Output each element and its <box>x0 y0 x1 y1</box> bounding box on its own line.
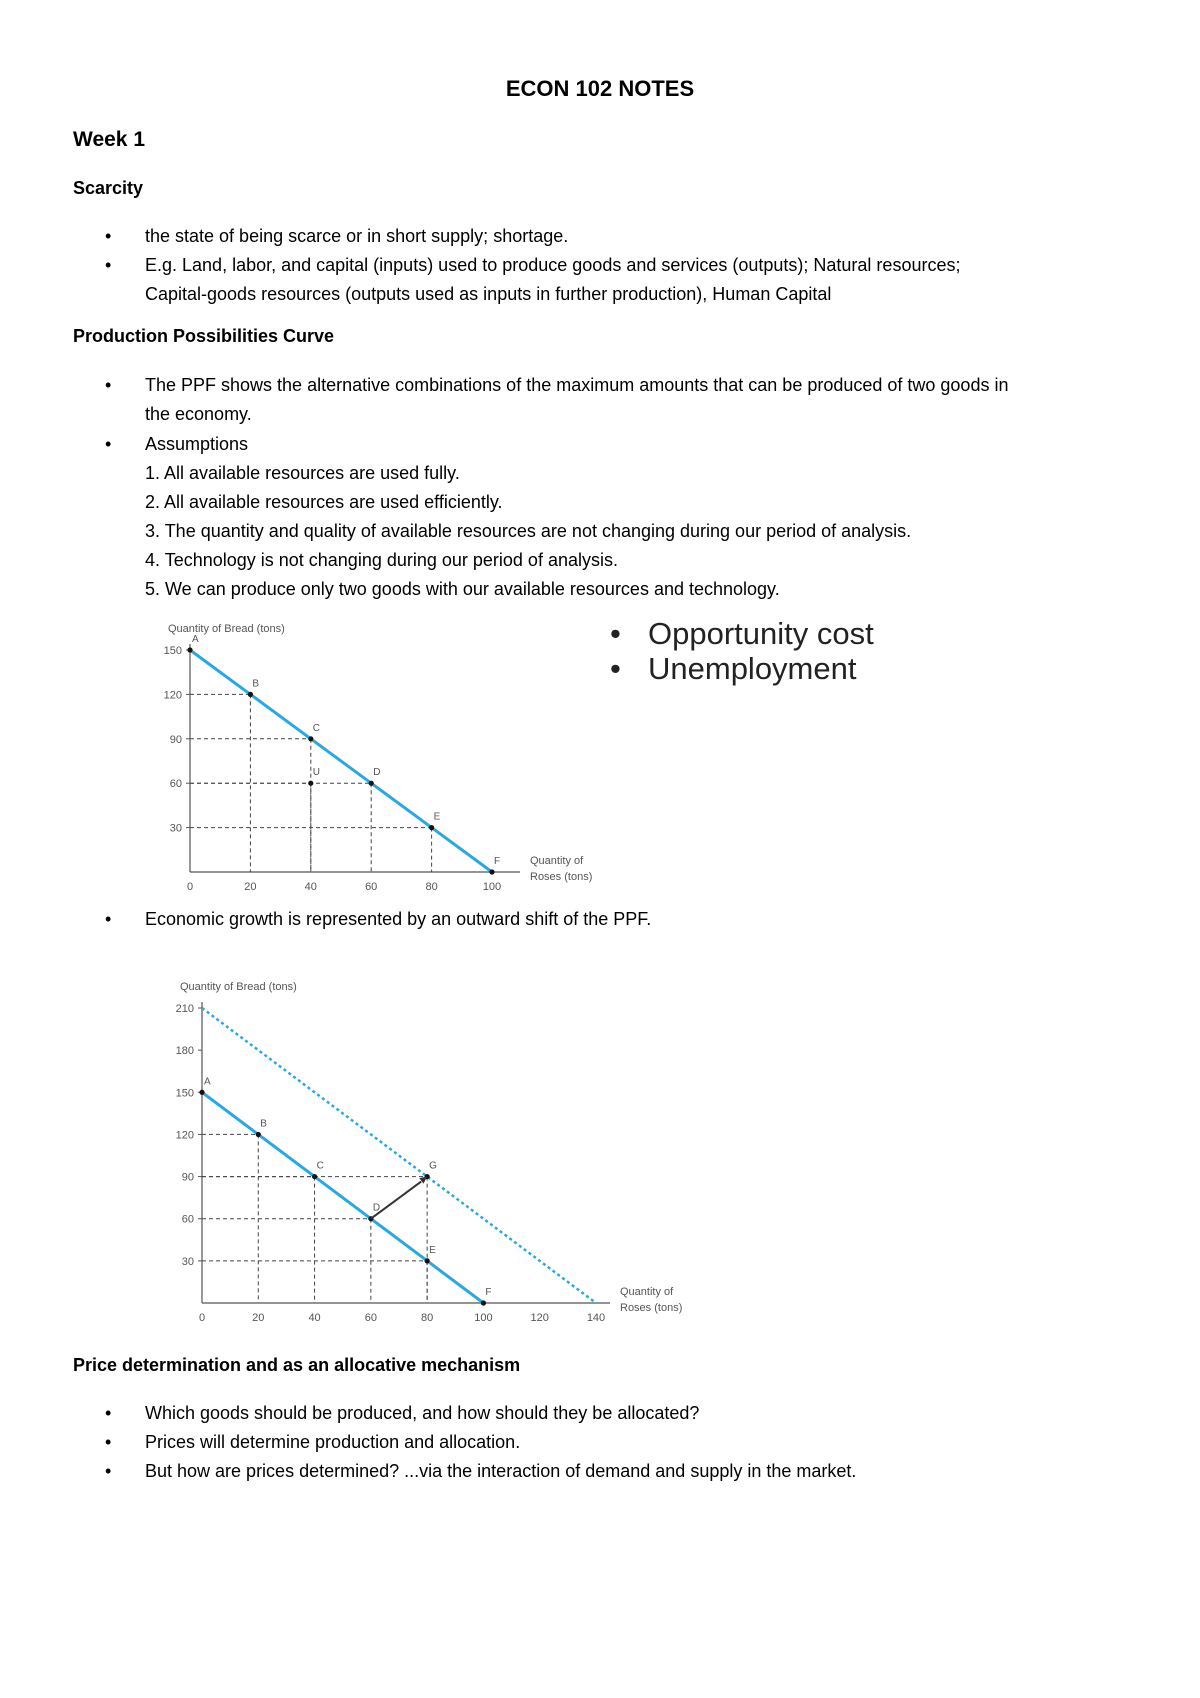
ppf-chart <box>160 610 600 900</box>
y-tick-label: 90 <box>169 733 182 746</box>
bullet-text: Economic growth is represented by an outward shift of the PPF. <box>145 909 652 929</box>
y-tick-label: 60 <box>169 778 182 791</box>
x-tick-label: 40 <box>304 881 317 893</box>
point-label: E <box>433 811 441 823</box>
x-tick-label: 60 <box>365 881 378 893</box>
data-point <box>199 1090 204 1095</box>
bullet-text: Prices will determine production and allocation. <box>145 1432 521 1452</box>
y-axis-label: Quantity of Bread (tons) <box>180 981 297 993</box>
y-tick-label: 90 <box>181 1171 194 1184</box>
ppf-line <box>190 650 492 872</box>
x-tick-label: 40 <box>308 1312 321 1324</box>
point-label: D <box>372 1202 381 1214</box>
data-point <box>248 692 253 697</box>
data-point <box>489 869 494 874</box>
ppc-heading: Production Possibilities Curve <box>73 326 335 346</box>
y-tick-label: 180 <box>175 1045 194 1058</box>
y-axis-label: Quantity of Bread (tons) <box>168 623 285 635</box>
week-heading: Week 1 <box>73 128 145 151</box>
x-tick-label: 0 <box>198 1312 206 1324</box>
bullet-icon: • <box>105 1403 112 1423</box>
assumption-item: 2. All available resources are used efficiently. <box>145 492 503 512</box>
point-label: F <box>485 1287 492 1298</box>
x-axis-label: Quantity of <box>620 1286 674 1298</box>
side-bullet-item <box>610 616 874 651</box>
bullet-text: Which goods should be produced, and how should they be allocated? <box>145 1403 700 1423</box>
scarcity-heading: Scarcity <box>73 178 144 198</box>
y-tick-label: 30 <box>181 1255 194 1268</box>
x-axis-label: Roses (tons) <box>530 871 593 883</box>
assumption-item: 4. Technology is not changing during our period of analysis. <box>145 550 618 570</box>
bullet-text: the state of being scarce or in short supply; shortage. <box>145 226 569 246</box>
point-label: G <box>429 1160 437 1172</box>
x-tick-label: 120 <box>530 1312 549 1324</box>
document-title: ECON 102 NOTES <box>505 76 695 101</box>
assumption-item: 1. All available resources are used fully. <box>145 463 460 483</box>
ppf-line <box>202 1092 483 1303</box>
data-point <box>256 1132 261 1137</box>
x-tick-label: 20 <box>252 1312 265 1324</box>
bullet-icon: • <box>105 375 112 395</box>
x-tick-label: 80 <box>425 881 438 893</box>
x-axis-label: Quantity of <box>530 855 584 867</box>
y-tick-label: 30 <box>169 822 182 835</box>
point-label: A <box>192 634 199 645</box>
x-tick-label: 80 <box>421 1312 434 1324</box>
bullet-icon: • <box>610 651 621 686</box>
bullet-icon: • <box>105 255 112 275</box>
side-bullet-item <box>610 651 874 686</box>
x-tick-label: 140 <box>586 1312 606 1324</box>
bullet-icon: • <box>105 434 112 454</box>
point-label: B <box>260 1118 267 1130</box>
ppf-growth-chart <box>160 968 720 1328</box>
bullet-icon: • <box>105 226 112 246</box>
point-label: E <box>429 1244 436 1256</box>
y-tick-label: 60 <box>181 1213 194 1226</box>
point-label: B <box>252 678 260 690</box>
point-label: C <box>316 1160 324 1172</box>
point-label: A <box>204 1076 211 1088</box>
point-label: C <box>312 722 321 734</box>
x-tick-label: 20 <box>244 881 257 893</box>
bullet-text: But how are prices determined? ...via the interaction of demand and supply in the market. <box>145 1461 857 1481</box>
data-point <box>429 825 434 830</box>
y-tick-label: 210 <box>175 1003 194 1015</box>
bullet-text: Capital-goods resources (outputs used as inputs in further production), Human Capital <box>145 284 832 304</box>
y-tick-label: 150 <box>163 645 182 657</box>
data-point <box>481 1300 486 1305</box>
data-point <box>187 647 192 652</box>
bullet-icon: • <box>610 616 621 651</box>
x-tick-label: 0 <box>186 881 194 893</box>
x-tick-label: 100 <box>482 881 502 893</box>
x-tick-label: 100 <box>474 1312 493 1324</box>
y-tick-label: 120 <box>163 689 182 702</box>
side-bullets <box>610 616 874 686</box>
x-tick-label: 60 <box>364 1312 377 1324</box>
data-point <box>312 1174 317 1179</box>
data-point <box>308 736 313 741</box>
y-tick-label: 120 <box>175 1129 194 1142</box>
bullet-icon: • <box>105 1432 112 1452</box>
growth-arrow <box>371 1182 421 1219</box>
bullet-icon: • <box>105 909 112 929</box>
point-label: F <box>494 856 501 867</box>
y-tick-label: 150 <box>175 1087 194 1100</box>
bullet-text: The PPF shows the alternative combinations of the maximum amounts that can be produced of two goods in <box>145 375 1009 395</box>
side-bullet-text: Unemployment <box>648 651 857 686</box>
shifted-ppf-line <box>202 1008 596 1303</box>
price-heading: Price determination and as an allocative mechanism <box>73 1355 521 1375</box>
bullet-text: Assumptions <box>145 434 249 454</box>
bullet-text: E.g. Land, labor, and capital (inputs) used to produce goods and services (outputs); Natural resources; <box>145 255 961 275</box>
bullet-text: the economy. <box>145 404 252 424</box>
bullet-icon: • <box>105 1461 112 1481</box>
data-point <box>308 781 313 786</box>
data-point <box>425 1258 430 1263</box>
x-axis-label: Roses (tons) <box>620 1302 683 1314</box>
data-point <box>369 781 374 786</box>
point-label: D <box>373 767 381 779</box>
assumption-item: 5. We can produce only two goods with our available resources and technology. <box>145 579 780 599</box>
point-label: U <box>312 767 321 779</box>
side-bullet-text: Opportunity cost <box>648 616 874 651</box>
assumption-item: 3. The quantity and quality of available resources are not changing during our period of analysis. <box>145 521 912 541</box>
